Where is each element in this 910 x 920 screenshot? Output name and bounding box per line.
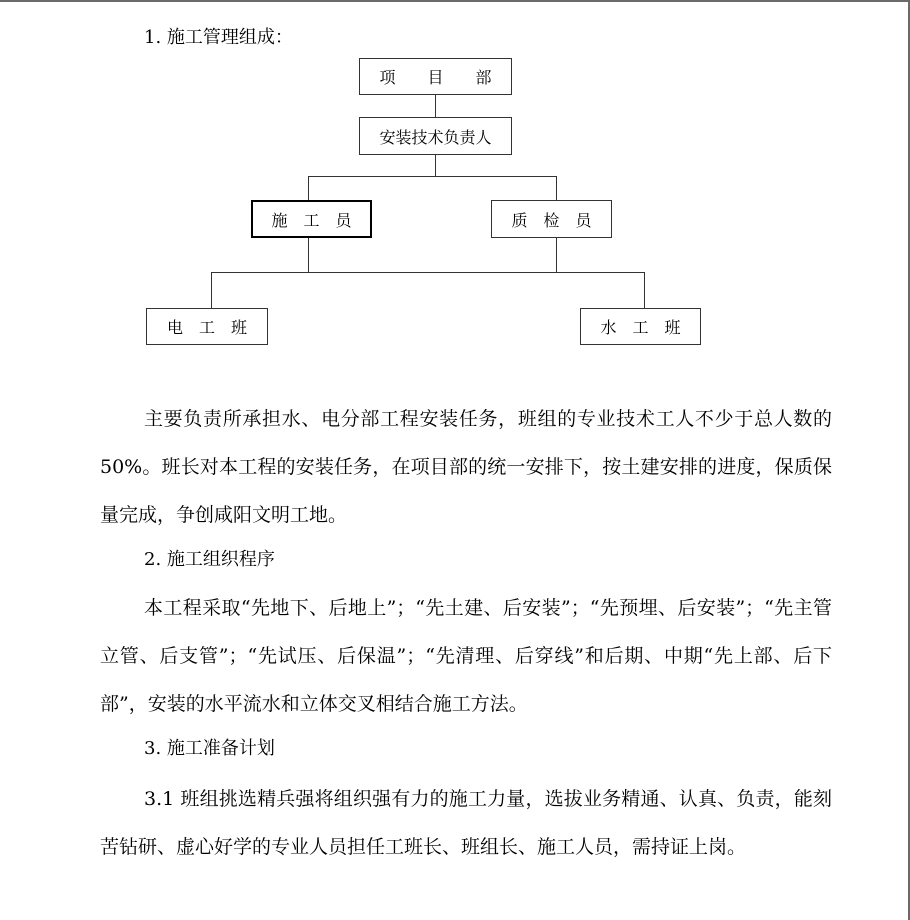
connector-inspector-down (556, 237, 557, 272)
page-top-border (0, 0, 910, 2)
org-box-electrician-team: 电 工 班 (146, 308, 268, 345)
connector-level4-horizontal (211, 272, 645, 273)
connector-to-plumber-team (644, 272, 645, 309)
section-2-heading: 2. 施工组织程序 (144, 549, 275, 570)
org-box-project-dept: 项 目 部 (359, 58, 512, 95)
org-box-construction-worker: 施 工 员 (251, 200, 372, 238)
org-box-plumber-team: 水 工 班 (580, 308, 701, 345)
connector-level3-horizontal (308, 176, 557, 177)
connector-to-construction-worker (308, 176, 309, 201)
connector-worker-down (308, 237, 309, 272)
org-box-quality-inspector: 质 检 员 (491, 200, 612, 238)
org-box-tech-lead: 安装技术负责人 (359, 117, 512, 155)
section-3-heading: 3. 施工准备计划 (144, 738, 275, 759)
section-3-paragraph: 3.1 班组挑选精兵强将组织强有力的施工力量，选拔业务精通、认真、负责，能刻苦钻研、虚心好学的专业人员担任工班长、班组长、施工人员，需持证上岗。 (100, 788, 832, 858)
section-2-paragraph: 本工程采取“先地下、后地上”；“先土建、后安装”；“先预埋、后安装”；“先主管立管、后支管”；“先试压、后保温”；“先清理、后穿线”和后期、中期“先上部、后下部”，安装的水平流水和立体交叉相结合施工方法。 (100, 597, 832, 715)
connector-lead-down (435, 154, 436, 176)
connector-root-to-lead (435, 94, 436, 118)
section-1-paragraph: 主要负责所承担水、电分部工程安装任务，班组的专业技术工人不少于总人数的 50%。班长对本工程的安装任务，在项目部的统一安排下，按土建安排的进度，保质保量完成，争创咸阳文明工地。 (100, 408, 832, 526)
connector-to-quality-inspector (556, 176, 557, 201)
connector-to-electrician-team (211, 272, 212, 309)
section-1-heading: 1. 施工管理组成： (144, 27, 293, 48)
